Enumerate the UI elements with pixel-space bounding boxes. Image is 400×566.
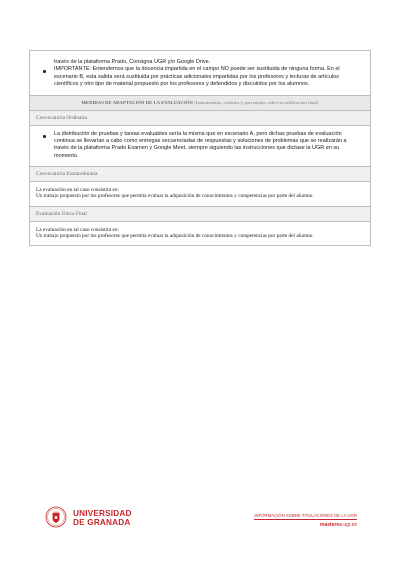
unica-final-header: Evaluación Única Final (30, 206, 370, 221)
header-main: MEDIDAS DE ADAPTACIÓN DE LA EVALUACIÓN (81, 99, 193, 105)
university-line2: DE GRANADA (73, 518, 131, 527)
resources-section (30, 51, 370, 95)
ordinaria-body (30, 125, 370, 166)
site-bold: masteres (320, 522, 342, 528)
page-footer (29, 500, 371, 550)
titulaciones-info[interactable] (254, 513, 357, 528)
university-logo-text (73, 509, 132, 527)
bullet-list (38, 131, 362, 160)
evaluation-adaptation-header (30, 95, 370, 110)
bullet-item-importante: IMPORTANTE: Entendemos que la docencia impartida en el campo NO puede ser sustituida de ninguna forma. En el escenario B, esta salida será sustituida por prácticas adicionales impartidas por los profesores y lecturas de artículos científicos y otro tipo de material propuesto por los profesores y defendidos y discutidos por los alumnos. (38, 66, 362, 88)
unica-final-line1: La evaluación en tal caso consistirá en: (36, 226, 119, 233)
university-line1: UNIVERSIDAD (73, 509, 132, 518)
continuation-text: través de la plataforma Prado, Consigna UGR y/o Google Drive. (54, 59, 211, 65)
header-sub: (Instrumentos, criterios y porcentajes sobre la calificación final) (194, 99, 319, 105)
unica-final-line2: Un trabajo propuesto por los profesores que permita evaluar la adquisición de conocimientos y competencias por parte del alumno. (36, 233, 314, 240)
extraordinaria-line2: Un trabajo propuesto por los profesores que permita evaluar la adquisición de conocimientos y competencias por parte del alumno. (36, 193, 314, 200)
university-crest-icon (45, 506, 67, 528)
extraordinaria-body (30, 181, 370, 206)
site-link[interactable] (254, 522, 357, 528)
extraordinaria-header: Convocatoria Extraordinaria (30, 166, 370, 181)
info-line: INFORMACIÓN SOBRE TITULACIONES DE LA UGR (254, 513, 357, 518)
unica-final-body (30, 221, 370, 246)
extraordinaria-line1: La evaluación en tal caso consistirá en: (36, 186, 119, 193)
bullet-item-ordinaria: La distribución de pruebas y tareas evaluables sería la misma que en escenario A, pero dichas pruebas de evaluación continua se llevarían a cabo como entregas secuenciadas de respuestas y soluciones de problemas que se realizarán a través de la plataforma Prado Examen y Google Meet, siempre siguiendo las instrucciones que dictase la UGR en su momento. (38, 131, 362, 160)
site-rest: .ugr.es (341, 522, 357, 528)
bullet-list (38, 66, 362, 88)
guide-table (29, 50, 371, 246)
ordinaria-header: Convocatoria Ordinaria (30, 110, 370, 125)
